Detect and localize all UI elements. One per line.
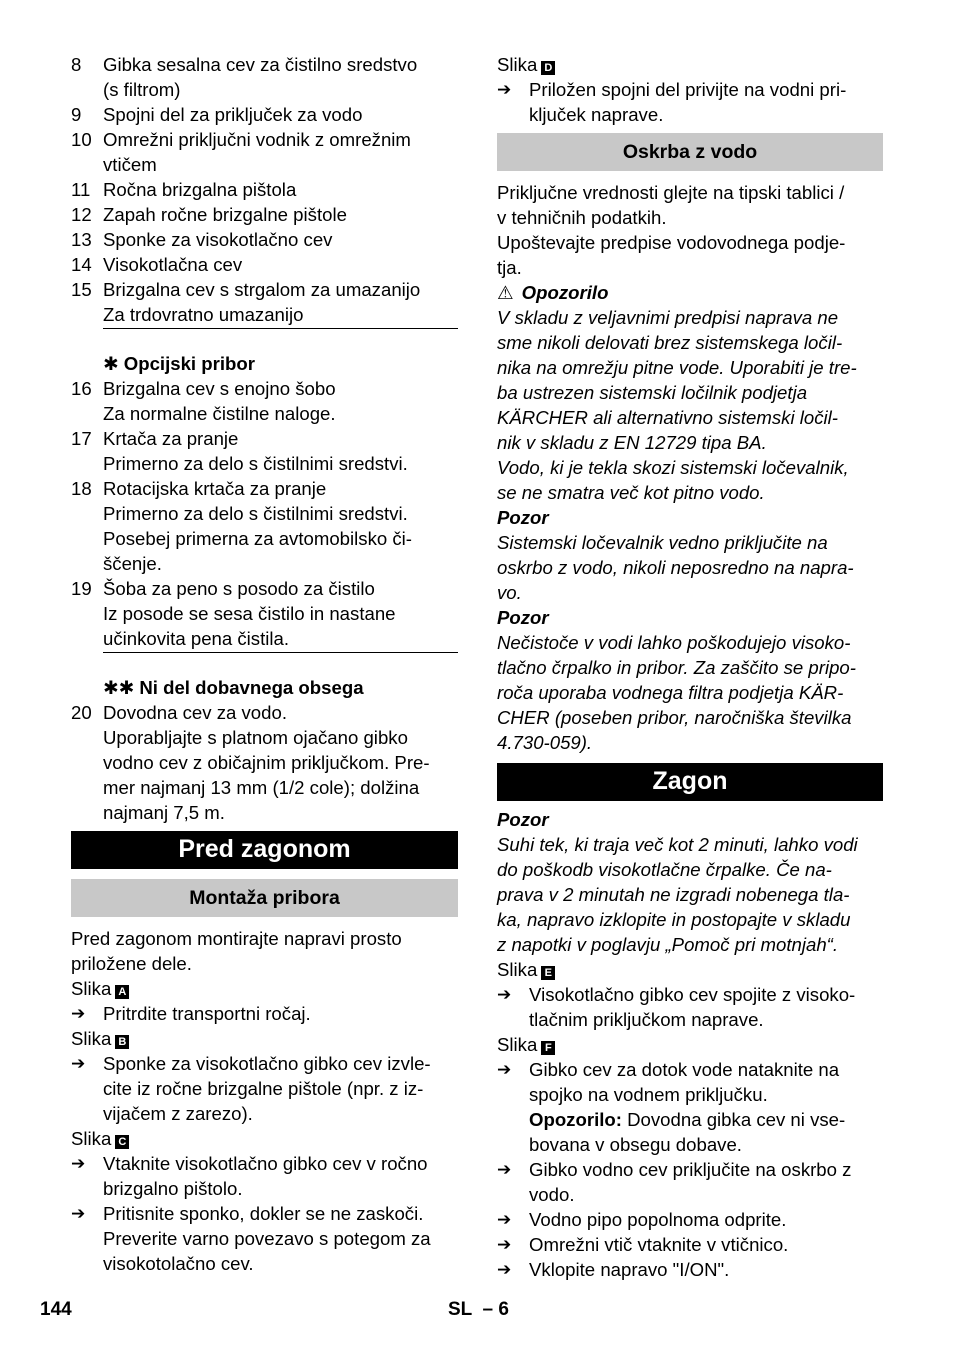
text-line: prava v 2 minutah ne izgradi nobenega tla- — [497, 884, 850, 905]
step-list — [71, 1151, 458, 1201]
page-number: 144 — [40, 1299, 72, 1320]
text-line: Upoštevajte predpise vodovodnega podje- — [497, 232, 846, 253]
text-line: Vtaknite visokotlačno gibko cev v ročno — [103, 1153, 428, 1174]
figure-ref-f: Slika F — [497, 1032, 883, 1057]
text-line: vo. — [497, 582, 522, 603]
item-text: vodno cev z običajnim priključkom. Pre- — [103, 752, 430, 773]
figure-ref-b: Slika B — [71, 1026, 458, 1051]
step-list — [71, 1051, 458, 1126]
text-line: cite iz ročne brizgalne pištole (npr. z iz- — [103, 1078, 424, 1099]
subsection-heading-montaza: Montaža pribora — [71, 879, 458, 917]
item-text: Omrežni priključni vodnik z omrežnim — [103, 129, 411, 150]
text-line: oskrbo z vodo, nikoli neposredno na napra- — [497, 557, 854, 578]
item-text: Iz posode se sesa čistilo in nastane — [103, 603, 396, 624]
text-line: Preverite varno povezavo s potegom za — [103, 1228, 431, 1249]
text-line: tlačno črpalko in pribor. Za zaščito se pripo- — [497, 657, 856, 678]
paragraph — [497, 180, 883, 230]
item-number: 12 — [71, 204, 92, 225]
optional-accessories-heading: ✱ Opcijski pribor — [103, 353, 255, 374]
item-number: 16 — [71, 378, 92, 399]
text-line: se ne smatra več kot pitno vodo. — [497, 482, 765, 503]
montaza-intro — [71, 926, 458, 976]
item-text: Brizgalna cev s strgalom za umazanijo — [103, 279, 421, 300]
item-text: Gibka sesalna cev za čistilno sredstvo — [103, 54, 418, 75]
list-item — [71, 252, 458, 277]
language-page-label: SL – 6 — [448, 1299, 509, 1320]
text-line: z napotki v poglavju „Pomoč pri motnjah“. — [497, 934, 839, 955]
text-line: tlačnim priključkom naprave. — [529, 1009, 764, 1030]
step — [71, 1001, 458, 1026]
caution-text — [497, 630, 883, 755]
figure-ref-c: Slika C — [71, 1126, 458, 1151]
step — [497, 77, 883, 127]
item-text: Ročna brizgalna pištola — [103, 179, 297, 200]
item-number: 18 — [71, 478, 92, 499]
item-text: Sponke za visokotlačno cev — [103, 229, 333, 250]
item-number: 14 — [71, 254, 92, 275]
caution-heading: Pozor — [497, 507, 549, 528]
step-list — [71, 1001, 458, 1026]
optional-list — [71, 376, 458, 651]
list-item — [71, 52, 458, 102]
subsection-heading-oskrba: Oskrba z vodo — [497, 133, 883, 171]
item-text: Zapah ročne brizgalne pištole — [103, 204, 347, 225]
step-list — [497, 1232, 883, 1257]
text-line: Priključne vrednosti glejte na tipski tablici / — [497, 182, 845, 203]
parts-list — [71, 52, 458, 327]
warning-heading: ⚠ Opozorilo — [497, 282, 609, 303]
arrow-right-icon: ➔ — [71, 1154, 86, 1173]
text-line: V skladu z veljavnimi predpisi naprava ne — [497, 307, 839, 328]
step: ➔ Gibko cev za dotok vode nataknite na spojko na vodnem priključku. Opozorilo: Dovodna gibka cev ni vse- bovana v obsegu dobave. — [497, 1057, 883, 1157]
item-text: Krtača za pranje — [103, 428, 239, 449]
text-line: Omrežni vtič vtaknite v vtičnico. — [529, 1234, 789, 1255]
figure-ref-d: Slika D — [497, 52, 883, 77]
caution-text — [497, 832, 883, 957]
item-text: Šoba za peno s posodo za čistilo — [103, 578, 375, 599]
step — [71, 1051, 458, 1126]
list-item — [71, 700, 458, 825]
item-number: 11 — [71, 179, 91, 200]
item-number: 17 — [71, 428, 92, 449]
warning-triangle-icon: ⚠ — [497, 282, 514, 303]
arrow-right-icon: ➔ — [497, 1235, 512, 1254]
item-number: 15 — [71, 279, 92, 300]
text-line: brizgalno pištolo. — [103, 1178, 243, 1199]
list-item — [71, 102, 458, 127]
item-number: 8 — [71, 54, 82, 75]
list-item — [71, 476, 458, 576]
arrow-right-icon: ➔ — [497, 1210, 512, 1229]
step-list — [497, 1257, 883, 1282]
item-text: (s filtrom) — [103, 79, 181, 100]
caution-heading: Pozor — [497, 607, 549, 628]
text-line: nik v skladu z EN 12729 tipa BA. — [497, 432, 767, 453]
text-line: Nečistoče v vodi lahko poškodujejo visoko- — [497, 632, 851, 653]
list-item — [71, 426, 458, 476]
item-text: ščenje. — [103, 553, 162, 574]
text-line: KÄRCHER ali alternativno sistemski ločil- — [497, 407, 838, 428]
not-included-list — [71, 700, 458, 825]
arrow-right-icon: ➔ — [497, 1260, 512, 1279]
text-line: Gibko vodno cev priključite na oskrbo z — [529, 1159, 852, 1180]
step — [497, 1257, 883, 1282]
figure-a-icon: A — [115, 985, 129, 999]
not-included-heading: ✱✱ Ni del dobavnega obsega — [103, 677, 364, 698]
step — [71, 1151, 458, 1201]
text-line: do poškodb visokotlačne črpalke. Če na- — [497, 859, 832, 880]
text-line: spojko na vodnem priključku. — [529, 1084, 768, 1105]
arrow-right-icon: ➔ — [497, 1160, 512, 1179]
list-item — [71, 202, 458, 227]
text-line: Priložen spojni del privijte na vodni pri- — [529, 79, 847, 100]
arrow-right-icon: ➔ — [71, 1004, 86, 1023]
text-line: Pritisnite sponko, dokler se ne zaskoči. — [103, 1203, 424, 1224]
text-line: Gibko cev za dotok vode nataknite na — [529, 1059, 840, 1080]
step — [497, 1232, 883, 1257]
warning-text — [497, 305, 883, 505]
caution-heading: Pozor — [497, 809, 549, 830]
item-number: 19 — [71, 578, 92, 599]
figure-f-icon: F — [541, 1041, 555, 1055]
item-text: Uporabljajte s platnom ojačano gibko — [103, 727, 408, 748]
item-text: Dovodna cev za vodo. — [103, 702, 287, 723]
item-text: Posebej primerna za avtomobilsko či- — [103, 528, 412, 549]
paragraph — [497, 230, 883, 280]
text-line: 4.730-059). — [497, 732, 593, 753]
list-item — [71, 177, 458, 202]
item-text: Spojni del za priključek za vodo — [103, 104, 363, 125]
text-line: priložene dele. — [71, 953, 192, 974]
text-line: nika na omrežju pitne vode. Uporabiti je tre- — [497, 357, 857, 378]
figure-e-icon: E — [541, 966, 555, 980]
item-text: mer najmanj 13 mm (1/2 cole); dolžina — [103, 777, 420, 798]
step-list — [497, 77, 883, 127]
step-list — [71, 1201, 458, 1276]
text-line: Pritrdite transportni ročaj. — [103, 1003, 311, 1024]
arrow-right-icon: ➔ — [497, 985, 512, 1004]
section-heading-zagon: Zagon — [497, 763, 883, 801]
text-line: ključek naprave. — [529, 104, 664, 125]
step-list — [497, 1157, 883, 1207]
right-column — [497, 52, 883, 1282]
step-list — [497, 1207, 883, 1232]
text-line: Sistemski ločevalnik vedno priključite na — [497, 532, 828, 553]
item-number: 13 — [71, 229, 92, 250]
list-item — [71, 127, 458, 177]
text-line: CHER (poseben pribor, naročniška številka — [497, 707, 852, 728]
item-text: Rotacijska krtača za pranje — [103, 478, 327, 499]
arrow-right-icon: ➔ — [497, 1060, 512, 1079]
list-item — [71, 576, 458, 651]
item-text: Za trdovratno umazanijo — [103, 304, 304, 325]
item-text: Brizgalna cev s enojno šobo — [103, 378, 336, 399]
text-line: Suhi tek, ki traja več kot 2 minuti, lahko vodi — [497, 834, 858, 855]
item-number: 10 — [71, 129, 92, 150]
text-line: ba ustrezen sistemski ločilnik podjetja — [497, 382, 808, 403]
item-text: vtičem — [103, 154, 157, 175]
text-line: Visokotlačno gibko cev spojite z visoko- — [529, 984, 856, 1005]
figure-ref-a: Slika A — [71, 976, 458, 1001]
text-line: Vodno pipo popolnoma odprite. — [529, 1209, 787, 1230]
list-item — [71, 376, 458, 426]
item-text: najmanj 7,5 m. — [103, 802, 225, 823]
step — [497, 1157, 883, 1207]
figure-d-icon: D — [541, 61, 555, 75]
text-line: tja. — [497, 257, 522, 278]
item-text: učinkovita pena čistila. — [103, 628, 290, 649]
item-text: Primerno za delo s čistilnimi sredstvi. — [103, 503, 408, 524]
step-list — [497, 982, 883, 1032]
caution-text — [497, 530, 883, 605]
text-line: Pred zagonom montirajte napravi prosto — [71, 928, 402, 949]
arrow-right-icon: ➔ — [71, 1204, 86, 1223]
item-text: Primerno za delo s čistilnimi sredstvi. — [103, 453, 408, 474]
figure-ref-e: Slika E — [497, 957, 883, 982]
step — [497, 982, 883, 1032]
item-number: 9 — [71, 104, 82, 125]
text-line: vodo. — [529, 1184, 575, 1205]
figure-b-icon: B — [115, 1035, 129, 1049]
text-line: Sponke za visokotlačno gibko cev izvle- — [103, 1053, 431, 1074]
text-line: sme nikoli delovati brez sistemskega ločil- — [497, 332, 843, 353]
text-line: ka, napravo izklopite in postopajte v skladu — [497, 909, 851, 930]
step — [497, 1207, 883, 1232]
left-column — [71, 52, 458, 1276]
text-line: visokotolačno cev. — [103, 1253, 254, 1274]
figure-c-icon: C — [115, 1135, 129, 1149]
arrow-right-icon: ➔ — [497, 80, 512, 99]
list-item — [71, 277, 458, 327]
item-text: Visokotlačna cev — [103, 254, 243, 275]
list-item — [71, 227, 458, 252]
step — [71, 1201, 458, 1276]
item-text: Za normalne čistilne naloge. — [103, 403, 336, 424]
section-heading-pred-zagonom: Pred zagonom — [71, 831, 458, 869]
text-line: Vodo, ki je tekla skozi sistemski ločevalnik, — [497, 457, 849, 478]
text-line: v tehničnih podatkih. — [497, 207, 667, 228]
text-line: roča uporaba vodnega filtra podjetja KÄR- — [497, 682, 844, 703]
text-line: vijačem z zarezo). — [103, 1103, 253, 1124]
arrow-right-icon: ➔ — [71, 1054, 86, 1073]
text-line: Vklopite napravo "I/ON". — [529, 1259, 730, 1280]
item-number: 20 — [71, 702, 92, 723]
